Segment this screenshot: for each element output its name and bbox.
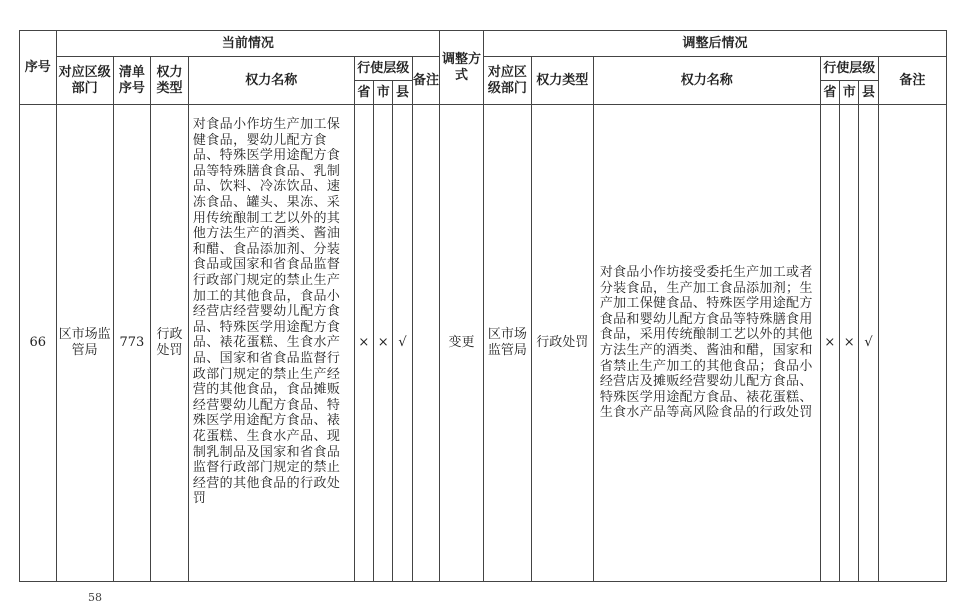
header-current-list-no: 清单序号	[113, 57, 151, 105]
row-current-province-mark: ×	[354, 105, 373, 582]
header-current-power-type: 权力类型	[151, 57, 189, 105]
row-current-county-mark: √	[393, 105, 412, 582]
header-current-city: 市	[374, 81, 393, 105]
header-after-section: 调整后情况	[483, 31, 946, 57]
row-after-dept: 区市场监管局	[483, 105, 531, 582]
page-number: 58	[88, 591, 102, 604]
row-after-county-mark: √	[859, 105, 878, 582]
header-after-province: 省	[820, 81, 839, 105]
header-after-dept: 对应区级部门	[483, 57, 531, 105]
row-current-power-type: 行政处罚	[151, 105, 189, 582]
header-after-county: 县	[859, 81, 878, 105]
header-adjust-method: 调整方式	[440, 31, 484, 105]
power-adjustment-table	[19, 30, 947, 582]
row-after-city-mark: ×	[840, 105, 859, 582]
header-after-power-type: 权力类型	[531, 57, 593, 105]
row-current-remark	[412, 105, 439, 582]
header-current-dept: 对应区级部门	[56, 57, 113, 105]
row-after-remark	[878, 105, 946, 582]
header-current-level: 行使层级	[354, 57, 412, 81]
header-current-power-name: 权力名称	[188, 57, 354, 105]
row-current-power-name: 对食品小作坊生产加工保健食品，婴幼儿配方食品、特殊医学用途配方食品等特殊膳食食品、乳制品、饮料、冷冻饮品、速冻食品、罐头、果冻、采用传统酿制工艺以外的其他方法生产的酒类、酱油和醋、食品添加剂、分装食品或国家和省食品监督行政部门规定的禁止生产加工的其他食品，食品小经营店经营婴幼儿配方食品、特殊医学用途配方食品、裱花蛋糕、生食水产品、国家和省食品监督行政部门规定的禁止生产经营的其他食品，食品摊贩经营婴幼儿配方食品、特殊医学用途配方食品、裱花蛋糕、生食水产品、现制乳制品及国家和省食品监督行政部门规定的禁止经营的其他食品的行政处罚	[188, 105, 354, 582]
row-after-power-type: 行政处罚	[531, 105, 593, 582]
header-after-power-name: 权力名称	[593, 57, 820, 105]
header-after-level: 行使层级	[820, 57, 878, 81]
header-current-section: 当前情况	[56, 31, 440, 57]
row-adjust-method: 变更	[440, 105, 484, 582]
row-after-power-name: 对食品小作坊接受委托生产加工或者分装食品，生产加工食品添加剂；生产加工保健食品、特殊医学用途配方食品和婴幼儿配方食品等特殊膳食用食品，采用传统酿制工艺以外的其他方法生产的酒类、酱油和醋，国家和省禁止生产加工的其他食品；食品小经营店及摊贩经营婴幼儿配方食品、特殊医学用途配方食品、裱花蛋糕、生食水产品等高风险食品的行政处罚	[593, 105, 820, 582]
header-current-remark: 备注	[412, 57, 439, 105]
header-current-county: 县	[393, 81, 412, 105]
row-current-list-no: 773	[113, 105, 151, 582]
header-current-province: 省	[354, 81, 373, 105]
table-row	[20, 105, 947, 582]
row-after-province-mark: ×	[820, 105, 839, 582]
header-seq: 序号	[20, 31, 57, 105]
header-after-remark: 备注	[878, 57, 946, 105]
header-after-city: 市	[840, 81, 859, 105]
row-current-dept: 区市场监管局	[56, 105, 113, 582]
row-current-city-mark: ×	[374, 105, 393, 582]
row-seq: 66	[20, 105, 57, 582]
